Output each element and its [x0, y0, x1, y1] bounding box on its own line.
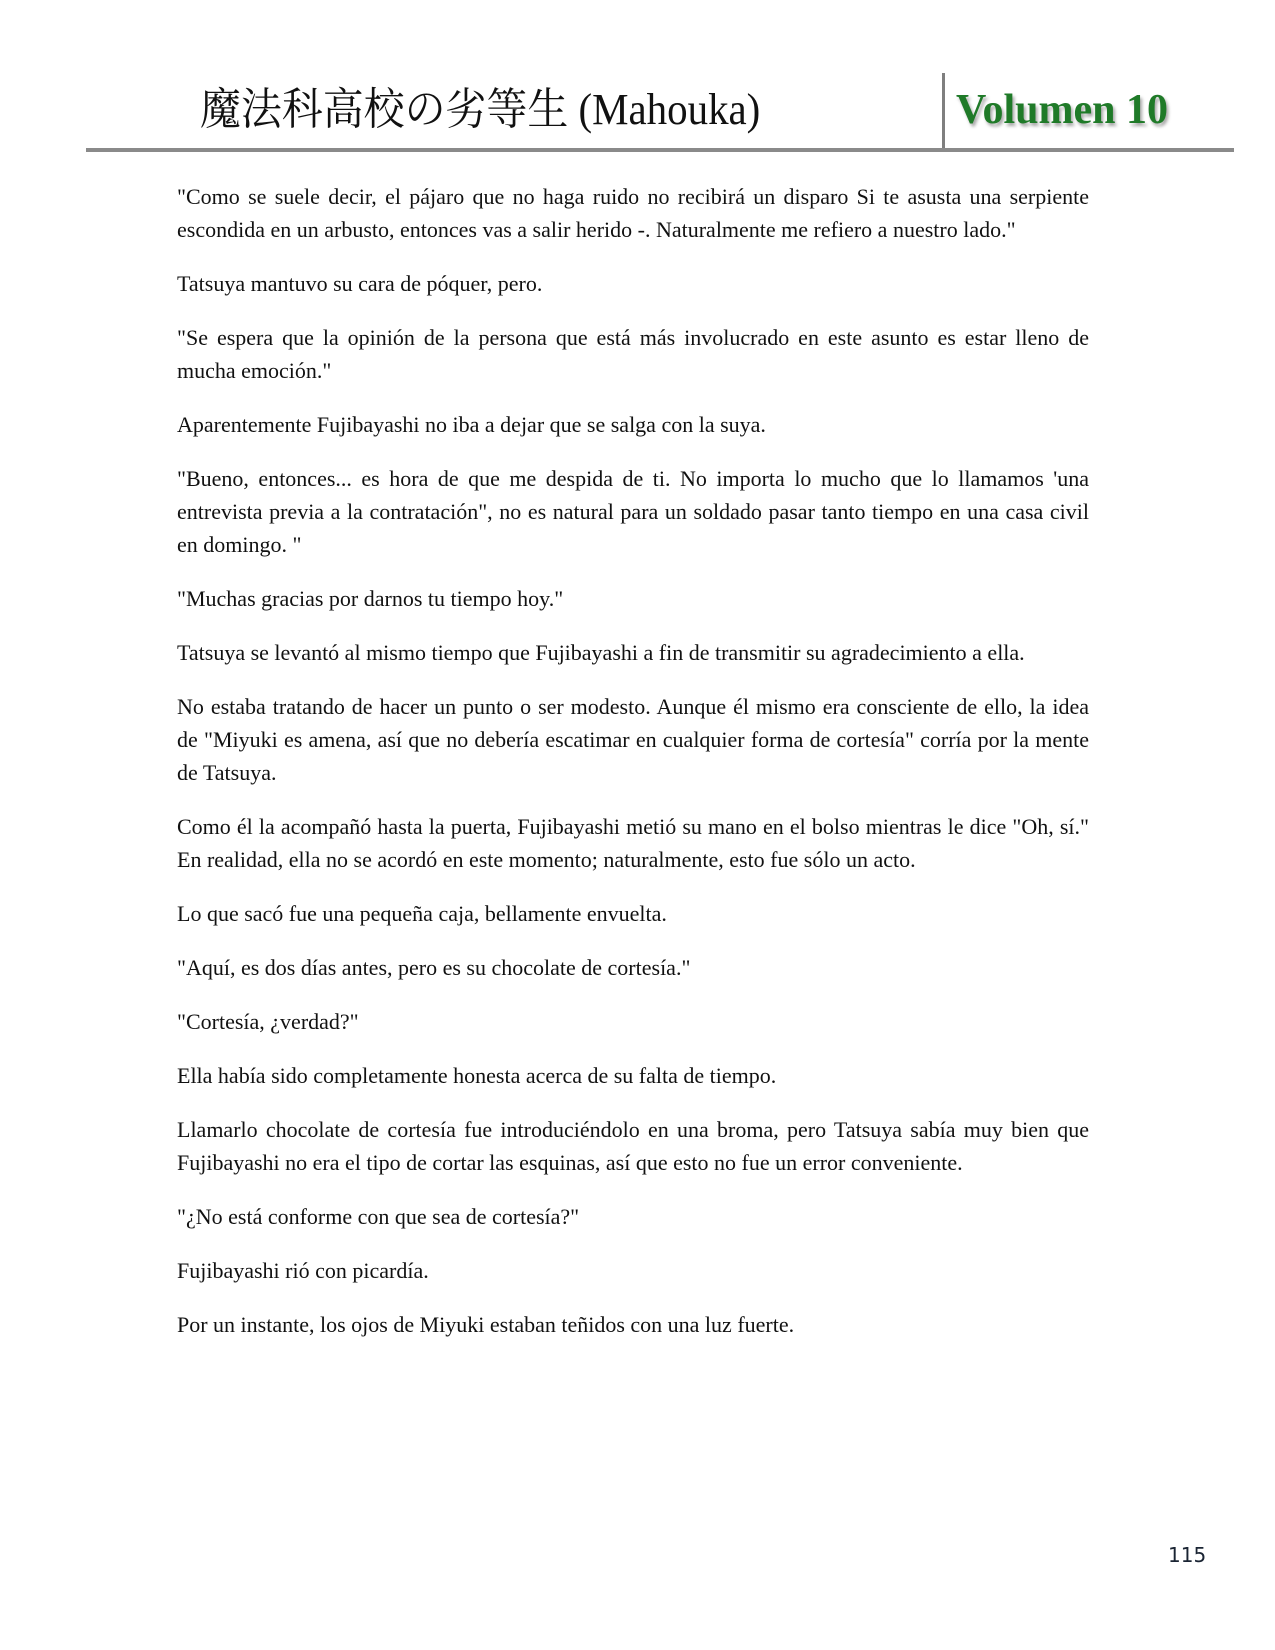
paragraph: Ella había sido completamente honesta acerca de su falta de tiempo. [177, 1063, 777, 1088]
body-text [177, 180, 1089, 1362]
paragraph: "Bueno, entonces... es hora de que me despida de ti. No importa lo mucho que lo llamamos 'una entrevista previa a la contratación", no es natural para un soldado pasar tanto tiempo en una casa civil en domingo. " [177, 466, 1089, 557]
paragraph: "Aquí, es dos días antes, pero es su chocolate de cortesía." [177, 955, 691, 980]
paragraph: "Como se suele decir, el pájaro que no haga ruido no recibirá un disparo Si te asusta una serpiente escondida en un arbusto, entonces vas a salir herido -. Naturalmente me refiero a nuestro lado." [177, 184, 1089, 242]
page-number: 115 [1168, 1543, 1207, 1567]
paragraph: "¿No está conforme con que sea de cortesía?" [177, 1204, 580, 1229]
paragraph: Como él la acompañó hasta la puerta, Fujibayashi metió su mano en el bolso mientras le dice "Oh, sí." En realidad, ella no se acordó en este momento; naturalmente, esto fue sólo un acto. [177, 814, 1089, 872]
paragraph: Tatsuya mantuvo su cara de póquer, pero. [177, 271, 543, 296]
paragraph: Aparentemente Fujibayashi no iba a dejar que se salga con la suya. [177, 412, 766, 437]
paragraph: Tatsuya se levantó al mismo tiempo que Fujibayashi a fin de transmitir su agradecimiento a ella. [177, 640, 1025, 665]
paragraph: "Cortesía, ¿verdad?" [177, 1009, 359, 1034]
paragraph: Por un instante, los ojos de Miyuki estaban teñidos con una luz fuerte. [177, 1312, 795, 1337]
header-rule [86, 148, 1234, 152]
paragraph: No estaba tratando de hacer un punto o ser modesto. Aunque él mismo era consciente de ello, la idea de "Miyuki es amena, así que no debería escatimar en cualquier forma de cortesía" corría por la mente de Tatsuya. [177, 694, 1089, 785]
paragraph: "Muchas gracias por darnos tu tiempo hoy." [177, 586, 564, 611]
paragraph: Fujibayashi rió con picardía. [177, 1258, 429, 1283]
book-title: 魔法科高校の劣等生 (Mahouka) [200, 85, 761, 134]
header-divider [942, 73, 945, 151]
paragraph: "Se espera que la opinión de la persona que está más involucrado en este asunto es estar lleno de mucha emoción." [177, 325, 1089, 383]
volume-label: Volumen 10 [956, 87, 1168, 133]
paragraph: Lo que sacó fue una pequeña caja, bellamente envuelta. [177, 901, 667, 926]
paragraph: Llamarlo chocolate de cortesía fue introduciéndolo en una broma, pero Tatsuya sabía muy bien que Fujibayashi no era el tipo de cortar las esquinas, así que esto no fue un error conveniente. [177, 1117, 1089, 1175]
